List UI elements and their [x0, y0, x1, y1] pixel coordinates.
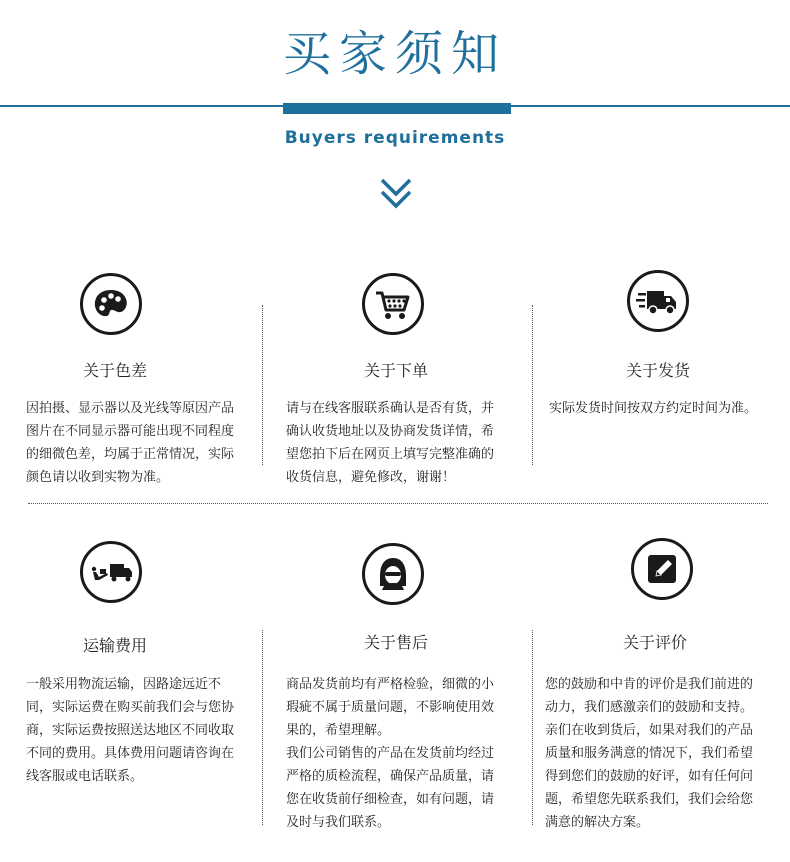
edit-review-icon	[631, 538, 693, 600]
body-line: 望您拍下后在网页上填写完整准确的	[286, 447, 495, 462]
body-line: 线客服或电话联系。	[26, 769, 144, 784]
body-line: 商品发货前均有严格检验，细微的小	[286, 677, 495, 692]
body-line: 您的鼓励和中肯的评价是我们前进的	[545, 677, 754, 692]
shopping-cart-icon	[362, 273, 424, 335]
body-line: 图片在不同显示器可能出现不同程度	[26, 424, 235, 439]
body-line: 得到您们的鼓励的好评，如有任何问	[545, 769, 754, 784]
body-line: 同，实际运费在购买前我们会与您协	[26, 700, 235, 715]
body-line: 满意的解决方案。	[545, 815, 650, 830]
body-line: 果的，希望理解。	[286, 723, 391, 738]
section-title-order: 关于下单	[363, 361, 428, 380]
body-line: 颜色请以收到实物为准。	[26, 470, 170, 485]
header-accent-bar	[283, 103, 511, 114]
page-subtitle: Buyers requirements	[284, 128, 506, 148]
section-body-freight	[26, 673, 256, 788]
body-line: 收货信息，避免修改，谢谢！	[286, 470, 456, 485]
body-line: 确认收货地址以及协商发货详情，希	[286, 424, 495, 439]
section-title-color: 关于色差	[82, 361, 147, 380]
column-divider	[262, 305, 263, 465]
body-line: 的细微色差，均属于正常情况，实际	[26, 447, 235, 462]
body-line: 一般采用物流运输，因路途远近不	[26, 677, 222, 692]
section-body-review	[545, 673, 785, 834]
body-line: 动力，我们感激亲们的鼓励和支持。	[545, 700, 754, 715]
body-line: 实际发货时间按双方约定时间为准。	[549, 401, 758, 416]
body-line: 我们公司销售的产品在发货前均经过	[286, 746, 495, 761]
body-line: 您在收货前仔细检查，如有问题，请	[286, 792, 495, 807]
body-line: 瑕疵不属于质量问题，不影响使用效	[286, 700, 495, 715]
delivery-truck-icon	[627, 270, 689, 332]
column-divider	[262, 630, 263, 825]
column-divider	[532, 630, 533, 825]
section-title-aftersales: 关于售后	[363, 633, 428, 652]
palette-icon	[80, 273, 142, 335]
section-body-color	[26, 397, 256, 489]
section-body-order	[286, 397, 526, 489]
section-body-shipping	[549, 397, 779, 420]
body-line: 不同的费用。具体费用问题请咨询在	[26, 746, 235, 761]
body-line: 及时与我们联系。	[286, 815, 391, 830]
body-line: 亲们在收到货后，如果对我们的产品	[545, 723, 754, 738]
body-line: 严格的质检流程，确保产品质量，请	[286, 769, 495, 784]
row-divider	[28, 503, 768, 504]
section-title-shipping: 关于发货	[625, 361, 690, 380]
body-line: 请与在线客服联系确认是否有货，并	[286, 401, 495, 416]
body-line: 质量和服务满意的情况下，我们希望	[545, 746, 754, 761]
customer-service-icon	[362, 543, 424, 605]
body-line: 题，希望您先联系我们，我们会给您	[545, 792, 754, 807]
double-chevron-down-icon	[378, 176, 414, 216]
section-title-review: 关于评价	[622, 633, 687, 652]
body-line: 因拍摄、显示器以及光线等原因产品	[26, 401, 235, 416]
freight-truck-icon	[80, 541, 142, 603]
section-body-aftersales	[286, 673, 526, 834]
section-title-freight: 运输费用	[82, 636, 147, 655]
body-line: 商，实际运费按照送达地区不同收取	[26, 723, 235, 738]
page-title: 买家须知	[282, 26, 507, 82]
column-divider	[532, 305, 533, 465]
